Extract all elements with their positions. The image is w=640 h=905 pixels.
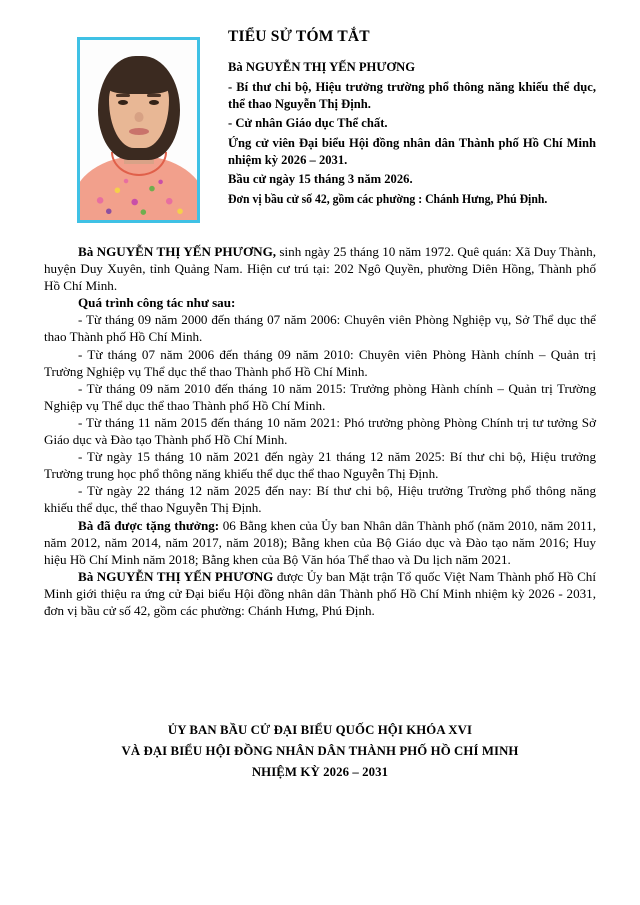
intro-paragraph bbox=[44, 243, 596, 294]
intro-details: sinh ngày 25 tháng 10 năm 1972. Quê quán: Xã Duy Thành, huyện Duy Xuyên, tỉnh Quảng Nam. Hiện cư trú tại: 202 Ngô Quyền, phường Diên Hồng, Thành phố Hồ Chí Minh. bbox=[44, 244, 596, 294]
awards-paragraph bbox=[44, 517, 596, 568]
portrait-eyebrow-left bbox=[116, 94, 130, 97]
footer-line-2: VÀ ĐẠI BIỂU HỘI ĐỒNG NHÂN DÂN THÀNH PHỐ HỒ CHÍ MINH bbox=[121, 744, 519, 758]
header-text-block bbox=[228, 28, 596, 208]
electoral-unit: Đơn vị bầu cử số 42, gồm các phường : Chánh Hưng, Phú Định. bbox=[228, 192, 548, 207]
candidate-education: - Cử nhân Giáo dục Thể chất. bbox=[228, 116, 388, 131]
candidate-name-heading: Bà NGUYỄN THỊ YẾN PHƯƠNG bbox=[228, 60, 416, 75]
footer-line-3: NHIỆM KỲ 2026 – 2031 bbox=[251, 765, 389, 779]
nomination-paragraph bbox=[44, 568, 596, 619]
career-item: - Từ tháng 09 năm 2000 đến tháng 07 năm 2006: Chuyên viên Phòng Nghiệp vụ, Sở Thể dục thể thao Thành phố Hồ Chí Minh. bbox=[44, 312, 596, 345]
career-item: - Từ ngày 15 tháng 10 năm 2021 đến ngày 21 tháng 12 năm 2025: Bí thư chi bộ, Hiệu trưởng Trường trung học phổ thông năng khiếu thể dục thể thao Nguyễn Thị Định. bbox=[44, 449, 596, 482]
nomination-name: Bà NGUYỄN THỊ YẾN PHƯƠNG bbox=[78, 568, 274, 584]
career-item: - Từ ngày 22 tháng 12 năm 2025 đến nay: Bí thư chi bộ, Hiệu trưởng Trường phổ thông năng khiếu thể dục, thể thao Nguyễn Thị Định. bbox=[44, 483, 596, 516]
career-item: - Từ tháng 07 năm 2006 đến tháng 09 năm 2010: Chuyên viên Phòng Hành chính – Quản trị Trường Nghiệp vụ Thể dục thể thao Thành phố Hồ Chí Minh. bbox=[44, 346, 596, 379]
nomination-details: được Ủy ban Mặt trận Tổ quốc Việt Nam Thành phố Hồ Chí Minh giới thiệu ra ứng cử Đại biểu Hội đồng nhân dân Thành phố Hồ Chí Minh nhiệm kỳ 2026 - 2031, đơn vị bầu cử số 42, gồm các phường: Chánh Hưng, Phú Định. bbox=[44, 568, 596, 618]
awards-label: Bà đã được tặng thưởng: bbox=[78, 517, 220, 533]
header-section bbox=[0, 28, 640, 228]
intro-name: Bà NGUYỄN THỊ YẾN PHƯƠNG, bbox=[78, 244, 277, 259]
footer-line-1: ỦY BAN BẦU CỬ ĐẠI BIỂU QUỐC HỘI KHÓA XVI bbox=[167, 723, 473, 737]
career-heading-label: Quá trình công tác như sau: bbox=[78, 295, 236, 311]
career-heading bbox=[44, 294, 596, 311]
portrait-eyebrow-right bbox=[147, 94, 161, 97]
awards-details: 06 Bằng khen của Ủy ban Nhân dân Thành phố (năm 2010, năm 2011, năm 2012, năm 2014, năm 2017, năm 2018); Bằng khen của Bộ Giáo dục và Đào tạo năm 2016; Huy hiệu Hồ Chí Minh năm 2018; Bằng khen của Bộ Văn hóa Thể thao và Du lịch năm 2021. bbox=[44, 517, 596, 567]
career-item: - Từ tháng 09 năm 2010 đến tháng 10 năm 2015: Trưởng phòng Hành chính – Quản trị Trường Nghiệp vụ Thể dục thể thao Thành phố Hồ Chí Minh. bbox=[44, 380, 596, 413]
footer-section bbox=[0, 720, 640, 783]
portrait-nose bbox=[134, 112, 143, 122]
portrait-eye-right bbox=[149, 100, 159, 105]
portrait-mouth bbox=[129, 128, 149, 135]
candidate-position: - Bí thư chi bộ, Hiệu trưởng trường phổ thông năng khiếu thể dục, thể thao Nguyễn Thị Định. bbox=[228, 79, 596, 111]
career-item: - Từ tháng 11 năm 2015 đến tháng 10 năm 2021: Phó trưởng phòng Phòng Chính trị tư tưởng Sở Giáo dục và Đào tạo Thành phố Hồ Chí Minh. bbox=[44, 414, 596, 448]
candidate-photo bbox=[77, 37, 200, 223]
portrait-image bbox=[80, 40, 197, 220]
portrait-floral-pattern bbox=[85, 176, 193, 218]
biography-body bbox=[44, 243, 596, 619]
page-title: TIỂU SỬ TÓM TẮT bbox=[228, 28, 370, 45]
candidacy-statement: Ứng cử viên Đại biểu Hội đồng nhân dân Thành phố Hồ Chí Minh nhiệm kỳ 2026 – 2031. bbox=[228, 135, 596, 167]
portrait-eye-left bbox=[118, 100, 128, 105]
election-date: Bầu cử ngày 15 tháng 3 năm 2026. bbox=[228, 172, 413, 187]
